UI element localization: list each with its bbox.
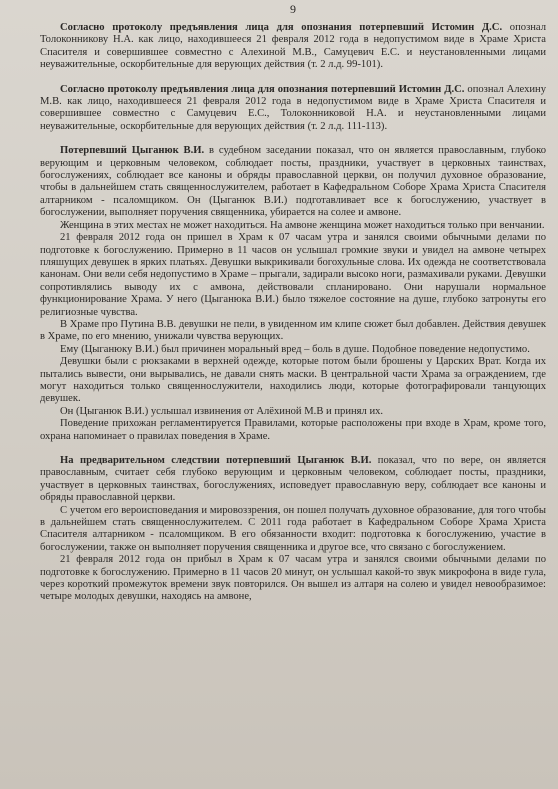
paragraph-12 xyxy=(40,505,546,555)
paragraph-3-text: в судебном заседании показал, что он является православным, глубоко верующим и церковным человеком, соблюдает посты, праздники, участвует в церковных таинствах, богослужениях, соблюдает все каноны и обряды православной церкви, он получил духовное образование, чтобы в дальнейшем стать священнослужителем, работает в Кафедральном Соборе Храма Христа Спасителя алтарником - псаломщиком. Он (Цыганюк В.И.) подготавливает все к богослужению, участвует в богослужении, выполняет поручения священника, убирается на солее и амвоне. xyxy=(40,145,546,219)
paragraph-7-text: Ему (Цыганюку В.И.) был причинен моральный вред – боль в душе. Подобное поведение недопустимо. xyxy=(60,343,530,355)
paragraph-8-text: Девушки были с рюкзаками в верхней одежде, которые потом были брошены у Царских Врат. Когда их пытались вывести, они вырывались, не давали снять маски. В центральной части Храма за ограждением, где могут находиться только священнослужители, находились люди, которые фотографировали танцующих девушек. xyxy=(40,356,546,405)
paragraph-5 xyxy=(40,232,546,319)
paragraph-1-heading: Согласно протоколу предъявления лица для опознания потерпевший Истомин Д.С. xyxy=(60,22,503,33)
paragraph-1 xyxy=(40,22,546,72)
paragraph-12-text: С учетом его вероисповедания и мировоззрения, он пошел получать духовное образование, для того чтобы в дальнейшем стать священнослужителем. С 2011 года работает в Кафедральном Соборе Храма Христа Спасителя алтарником - псаломщиком. В его обязанности входит: подготовка к богослужению, участие в богослужении, также он выполняет поручения священника и другое все, что связано с богослужением. xyxy=(40,504,546,553)
paragraph-1-text: опознал Толоконникову Н.А. как лицо, находившееся 21 февраля 2012 года в недопустимом виде в Храме Христа Спасителя и совершившее совместно с Алехиной М.В., Самуцевич Е.С. и неустановленными лицами неуважительные, оскорбительные для верующих действия (т. 2 л.д. 99-101). xyxy=(40,22,547,71)
paragraph-6-text: В Храме про Путина В.В. девушки не пели, в увиденном им клипе сюжет был добавлен. Действия девушек в Храме, по его мнению, унижали чувства верующих. xyxy=(40,318,546,343)
paragraph-3-heading: Потерпевший Цыганюк В.И. xyxy=(60,145,205,157)
page-number: 9 xyxy=(290,2,296,16)
paragraph-9-text: Он (Цыганюк В.И.) услышал извинения от Алёхиной М.В и принял их. xyxy=(60,405,384,417)
paragraph-11 xyxy=(40,455,546,505)
paragraph-3 xyxy=(40,145,546,219)
paragraph-2-text: опознал Алехину М.В. как лицо, находившееся 21 февраля 2012 года в недопустимом виде в Храме Христа Спасителя и совершившее совместно с Самуцевич Е.С., Толоконниковой Н.А. и неустановленными лицами неуважительные, оскорбительные для верующих действия (т. 2 л.д. 111-113). xyxy=(40,83,546,132)
paragraph-4-text: Женщина в этих местах не может находиться. На амвоне женщина может находиться только при венчании. xyxy=(60,219,545,231)
paragraph-13 xyxy=(40,554,546,604)
paragraph-2 xyxy=(40,84,546,134)
paragraph-13-text: 21 февраля 2012 года он прибыл в Храм к 07 часам утра и занялся своими обычными делами по подготовке к богослужению. Примерно в 11 часов 20 минут, он услышал какой-то звук микрофона в виде гула, через короткий промежуток времени звук повторился. Он вышел из алтаря на солею и увидел невообразимое: четыре молодых девушки, находясь на амвоне, xyxy=(40,554,546,603)
paragraph-8 xyxy=(40,356,546,406)
paragraph-4 xyxy=(40,220,546,232)
paragraph-11-text: показал, что по вере, он является православным, считает себя глубоко верующим и церковным человеком, соблюдает посты, праздники, участвует в церковных таинствах, богослужениях, исповедует православную веру, соблюдает все каноны и обряды православной церкви. xyxy=(40,455,546,504)
paragraph-9 xyxy=(40,406,546,418)
paragraph-6 xyxy=(40,319,546,344)
paragraph-5-text: 21 февраля 2012 года он пришел в Храм к 07 часам утра и занялся своими обычными делами по подготовке к богослужению. Примерно в 11 часов он услышал громкие звуки и увидел на амвоне четырех пляшущих девушек в ярких платьях. Девушки выкрикивали богохульные слова. Их одежда не соответствовала канонам. Они вели себя недопустимо в Храме – прыгали, задирали высоко ноги, размахивали руками. Девушки сопротивлялись выводу их с амвона, действовали спланировано. Они нарушали нормальное функционирование Храма. У него (Цыганюка В.И.) было тяжелое состояние на душе, глубоко затронуты его религиозные чувства. xyxy=(40,232,546,318)
paragraph-10 xyxy=(40,418,546,443)
paragraph-2-heading: Согласно протоколу предъявления лица для опознания потерпевший Истомин Д.С. xyxy=(60,83,465,95)
paragraph-7 xyxy=(40,344,546,356)
paragraph-11-heading: На предварительном следствии потерпевший Цыганюк В.И. xyxy=(60,455,372,466)
paragraph-10-text: Поведение прихожан регламентируется Правилами, которые расположены при входе в Храм, кроме того, охрана напоминает о правилах поведения в Храме. xyxy=(40,418,546,442)
